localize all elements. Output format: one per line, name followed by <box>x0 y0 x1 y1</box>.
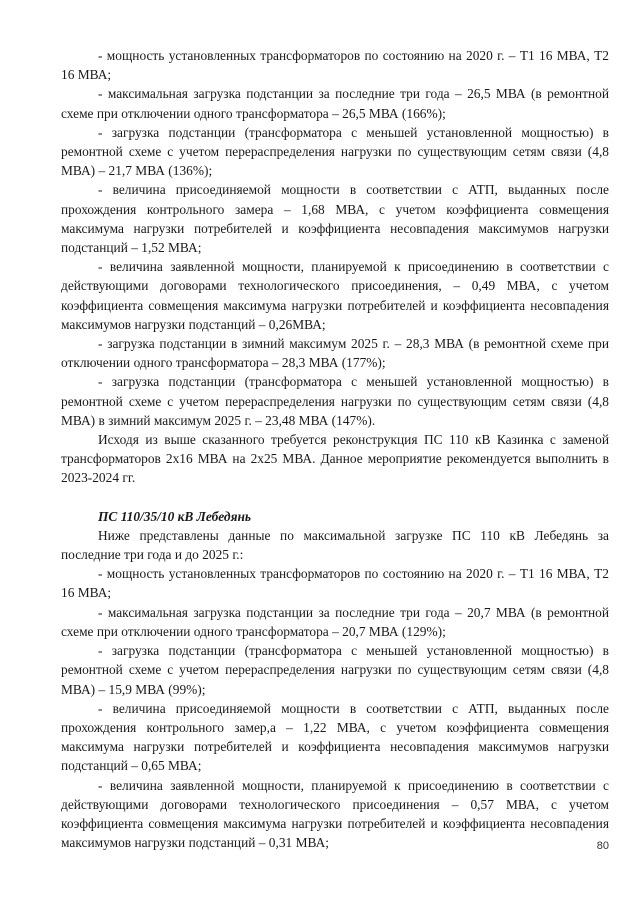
list-item: - величина заявленной мощности, планируемой к присоединению в соответствии с действующими договорами технологического присоединения – 0,57 МВА, с учетом коэффициента совмещения максимума нагрузки потребителей и коэффициента несовпадения максимумов нагрузки подстанций – 0,31 МВА; <box>61 777 609 851</box>
list-item: - мощность установленных трансформаторов по состоянию на 2020 г. – Т1 16 МВА, Т2 16 МВА; <box>61 48 609 83</box>
document-body <box>61 46 609 852</box>
list-item: - максимальная загрузка подстанции за последние три года – 20,7 МВА (в ремонтной схеме при отключении одного трансформатора – 20,7 МВА (129%); <box>61 604 609 639</box>
page-number: 80 <box>596 840 609 852</box>
intro-paragraph: Ниже представлены данные по максимальной загрузке ПС 110 кВ Лебедянь за последние три года и до 2025 г.: <box>61 527 609 563</box>
list-item: - загрузка подстанции (трансформатора с меньшей установленной мощностью) в ремонтной схеме с учетом перераспределения нагрузки по существующим сетям связи (4,8 МВА) – 15,9 МВА (99%); <box>61 643 609 697</box>
list-item: - загрузка подстанции в зимний максимум 2025 г. – 28,3 МВА (в ремонтной схеме при отключении одного трансформатора – 28,3 МВА (177%); <box>61 336 609 371</box>
list-item: - величина заявленной мощности, планируемой к присоединению в соответствии с действующими договорами технологического присоединения, – 0,49 МВА, с учетом коэффициента совмещения максимума нагрузки потребителей и коэффициента несовпадения максимумов нагрузки подстанций – 0,26МВА; <box>61 259 609 332</box>
conclusion-paragraph: Исходя из выше сказанного требуется реконструкция ПС 110 кВ Казинка с заменой трансформаторов 2х16 МВА на 2х25 МВА. Данное мероприятие рекомендуется выполнить в 2023-2024 гг. <box>61 432 609 486</box>
section-heading: ПС 110/35/10 кВ Лебедянь <box>98 508 252 524</box>
list-item: - загрузка подстанции (трансформатора с меньшей установленной мощностью) в ремонтной схеме с учетом перераспределения нагрузки по существующим сетям связи (4,8 МВА) – 21,7 МВА (136%); <box>61 124 609 179</box>
list-item: - загрузка подстанции (трансформатора с меньшей установленной мощностью) в ремонтной схеме с учетом перераспределения нагрузки по существующим сетям связи (4,8 МВА) в зимний максимум 2025 г. – 23,48 МВА (147%). <box>61 374 609 428</box>
list-item: - максимальная загрузка подстанции за последние три года – 26,5 МВА (в ремонтной схеме при отключении одного трансформатора – 26,5 МВА (166%); <box>61 86 609 121</box>
list-item: - мощность установленных трансформаторов по состоянию на 2020 г. – Т1 16 МВА, Т2 16 МВА; <box>61 566 609 601</box>
list-item: - величина присоединяемой мощности в соответствии с АТП, выданных после прохождения контрольного замер,а – 1,22 МВА, с учетом коэффициента совмещения максимума нагрузки потребителей и коэффициента несовпадения максимумов нагрузки подстанций – 0,65 МВА; <box>61 700 609 774</box>
list-item: - величина присоединяемой мощности в соответствии с АТП, выданных после прохождения контрольного замера – 1,68 МВА, с учетом коэффициента совмещения максимума нагрузки потребителей и коэффициента несовпадения максимумов нагрузки подстанций – 1,52 МВА; <box>61 182 609 256</box>
